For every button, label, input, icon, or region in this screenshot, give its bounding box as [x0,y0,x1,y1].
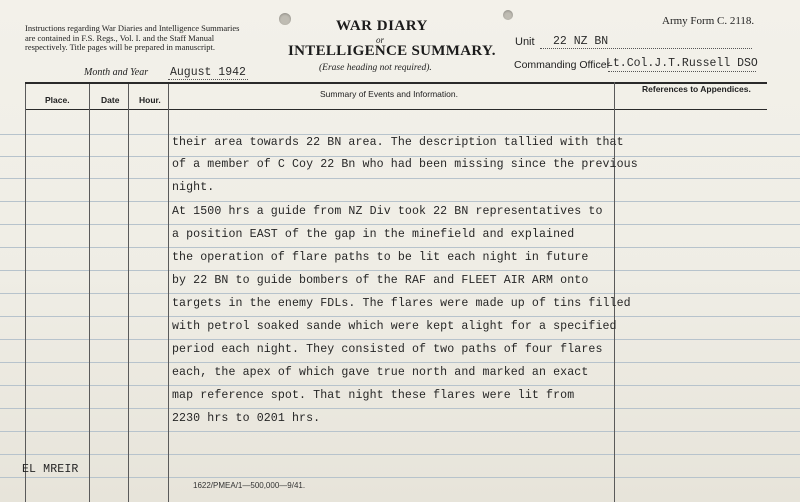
summary-line: At 1500 hrs a guide from NZ Div took 22 BN representatives to [172,205,603,218]
unit-dots [540,48,752,49]
commanding-officer-label: Commanding Officer [514,59,611,71]
column-header-references: References to Appendices. [642,84,751,94]
summary-line: night. [172,181,215,194]
summary-line: period each night. They consisted of two paths of four flares [172,343,603,356]
column-divider [89,84,90,502]
month-year-label: Month and Year [84,67,149,78]
month-year-dots [168,79,248,80]
column-header-summary: Summary of Events and Information. [320,89,458,99]
summary-line: targets in the enemy FDLs. The flares were made up of tins filled [172,297,631,310]
column-divider [25,84,26,502]
instructions-text: Instructions regarding War Diaries and Intelligence Summaries are contained in F.S. Regs., Vol. I. and the Staff Manual respectively. Title pages will be prepared in manuscript. [25,23,240,52]
header-rule-bottom [25,109,767,110]
summary-line: 2230 hrs to 0201 hrs. [172,412,321,425]
column-divider [128,84,129,502]
column-header-hour: Hour. [139,95,161,105]
month-year-value: August 1942 [170,66,246,79]
title-intelligence-summary: INTELLIGENCE SUMMARY. [288,43,496,59]
summary-line: a position EAST of the gap in the minefield and explained [172,228,575,241]
column-divider [168,84,169,502]
summary-line: the operation of flare paths to be lit each night in future [172,251,589,264]
erase-note: (Erase heading not required). [319,63,432,73]
unit-label: Unit [515,36,535,48]
summary-line: of a member of C Coy 22 Bn who had been missing since the previous [172,158,638,171]
column-header-date: Date [101,95,120,105]
punch-hole [503,10,513,20]
title-war-diary: WAR DIARY [336,18,428,34]
commanding-dots [608,71,756,72]
punch-hole [279,13,291,25]
summary-line: each, the apex of which gave true north and marked an exact [172,366,589,379]
summary-line: their area towards 22 BN area. The description tallied with that [172,136,624,149]
army-form-number: Army Form C. 2118. [662,15,755,27]
commanding-officer-value: Lt.Col.J.T.Russell DSO [606,57,758,70]
place-entry: EL MREIR [22,463,79,476]
unit-value: 22 NZ BN [553,35,609,48]
summary-line: by 22 BN to guide bombers of the RAF and FLEET AIR ARM onto [172,274,589,287]
title-or: or [376,35,385,45]
summary-line: map reference spot. That night these flares were lit from [172,389,575,402]
column-header-place: Place. [45,95,70,105]
print-code-footer: 1622/PMEA/1—500,000—9/41. [193,481,306,490]
summary-line: with petrol soaked sande which were kept alight for a specified [172,320,617,333]
